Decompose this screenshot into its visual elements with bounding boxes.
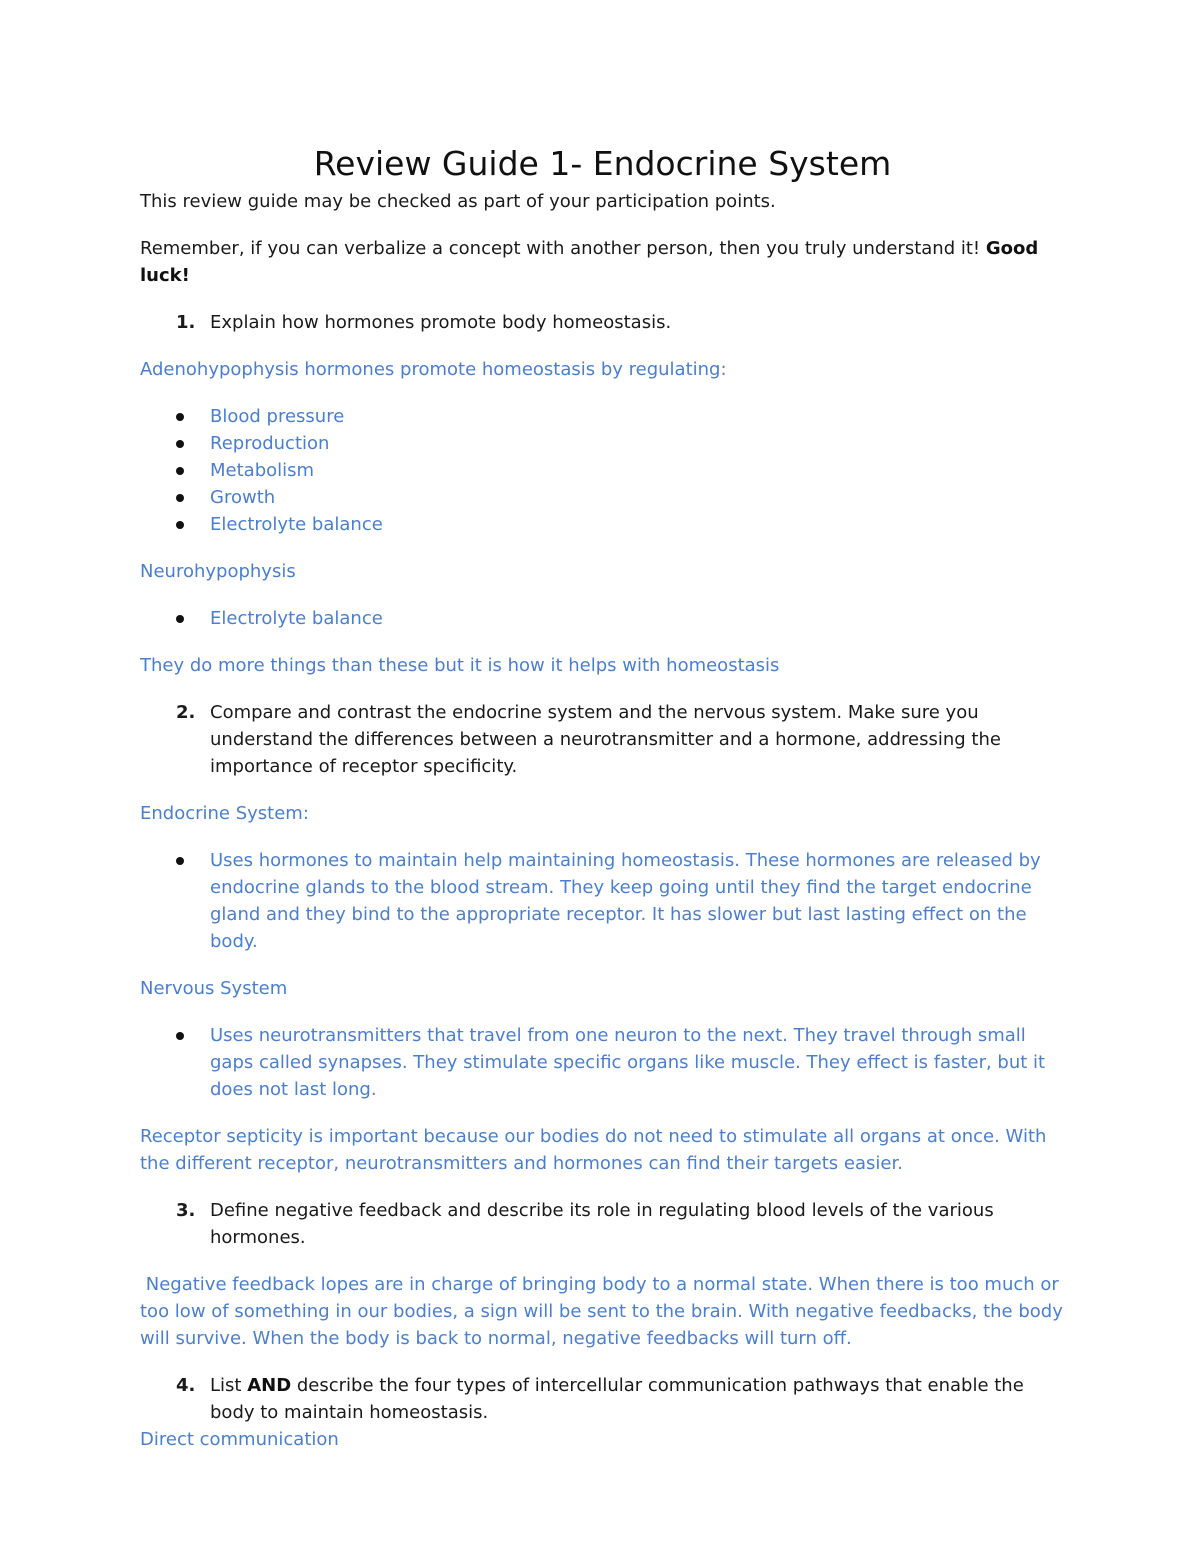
bullet-icon — [140, 1022, 210, 1103]
question-2 — [140, 699, 1065, 780]
document-page — [140, 140, 1069, 1453]
answer-nervous-heading: Nervous System — [140, 978, 288, 999]
answer-neuro-heading: Neurohypophysis — [140, 561, 296, 582]
answer-receptor: Receptor septicity is important because our bodies do not need to stimulate all organs at once. With the different receptor, neurotransmitters and hormones can find their targets easier. — [140, 1126, 1047, 1174]
question-1 — [140, 309, 1065, 336]
question-text: Explain how hormones promote body homeostasis. — [210, 312, 672, 333]
question-text: Define negative feedback and describe its role in regulating blood levels of the various hormones. — [210, 1200, 994, 1248]
question-text: List AND describe the four types of intercellular communication pathways that enable the body to maintain homeostasis. — [210, 1375, 1024, 1423]
answer-closing: They do more things than these but it is how it helps with homeostasis — [140, 655, 780, 676]
nervous-list — [140, 1022, 1065, 1103]
page-title: Review Guide 1- Endocrine System — [313, 144, 892, 183]
list-item: Reproduction — [140, 430, 1065, 457]
list-item: Uses neurotransmitters that travel from one neuron to the next. They travel through small gaps called synapses. They stimulate specific organs like muscle. They effect is faster, but it does not last long. — [140, 1022, 1065, 1103]
question-number: 1. — [176, 312, 196, 333]
endocrine-list — [140, 847, 1065, 955]
bullet-icon — [140, 403, 210, 430]
bullet-icon — [140, 430, 210, 457]
good-luck: Good luck! — [140, 238, 1039, 286]
bullet-icon — [140, 511, 210, 538]
bullet-icon — [140, 847, 210, 955]
remember-text: Remember, if you can verbalize a concept with another person, then you truly understand it! Good luck! — [140, 238, 1039, 286]
neuro-list — [140, 605, 1065, 632]
bullet-icon — [140, 605, 210, 632]
list-item: Uses hormones to maintain help maintaining homeostasis. These hormones are released by endocrine glands to the blood stream. They keep going until they find the target endocrine gland and they bind to the appropriate receptor. It has slower but last lasting effect on the body. — [140, 847, 1065, 955]
answer-adeno-intro: Adenohypophysis hormones promote homeostasis by regulating: — [140, 359, 727, 380]
question-number: 2. — [176, 702, 196, 723]
bullet-icon — [140, 457, 210, 484]
bullet-icon — [140, 484, 210, 511]
list-item: Metabolism — [140, 457, 1065, 484]
question-4 — [140, 1372, 1065, 1426]
intro-text: This review guide may be checked as part of your participation points. — [140, 191, 776, 212]
question-number: 4. — [176, 1375, 196, 1396]
answer-endocrine-heading: Endocrine System: — [140, 803, 309, 824]
list-item: Blood pressure — [140, 403, 1065, 430]
question-number: 3. — [176, 1200, 196, 1221]
question-3 — [140, 1197, 1065, 1251]
adeno-list — [140, 403, 1065, 538]
answer-negative-feedback: Negative feedback lopes are in charge of bringing body to a normal state. When there is too much or too low of something in our bodies, a sign will be sent to the brain. With negative feedbacks, the body will survive. When the body is back to normal, negative feedbacks will turn off. — [140, 1274, 1069, 1349]
answer-direct-communication: Direct communication — [140, 1429, 339, 1450]
list-item: Growth — [140, 484, 1065, 511]
list-item: Electrolyte balance — [140, 511, 1065, 538]
list-item: Electrolyte balance — [140, 605, 1065, 632]
question-text: Compare and contrast the endocrine system and the nervous system. Make sure you understand the differences between a neurotransmitter and a hormone, addressing the importance of receptor specificity. — [210, 702, 1001, 777]
